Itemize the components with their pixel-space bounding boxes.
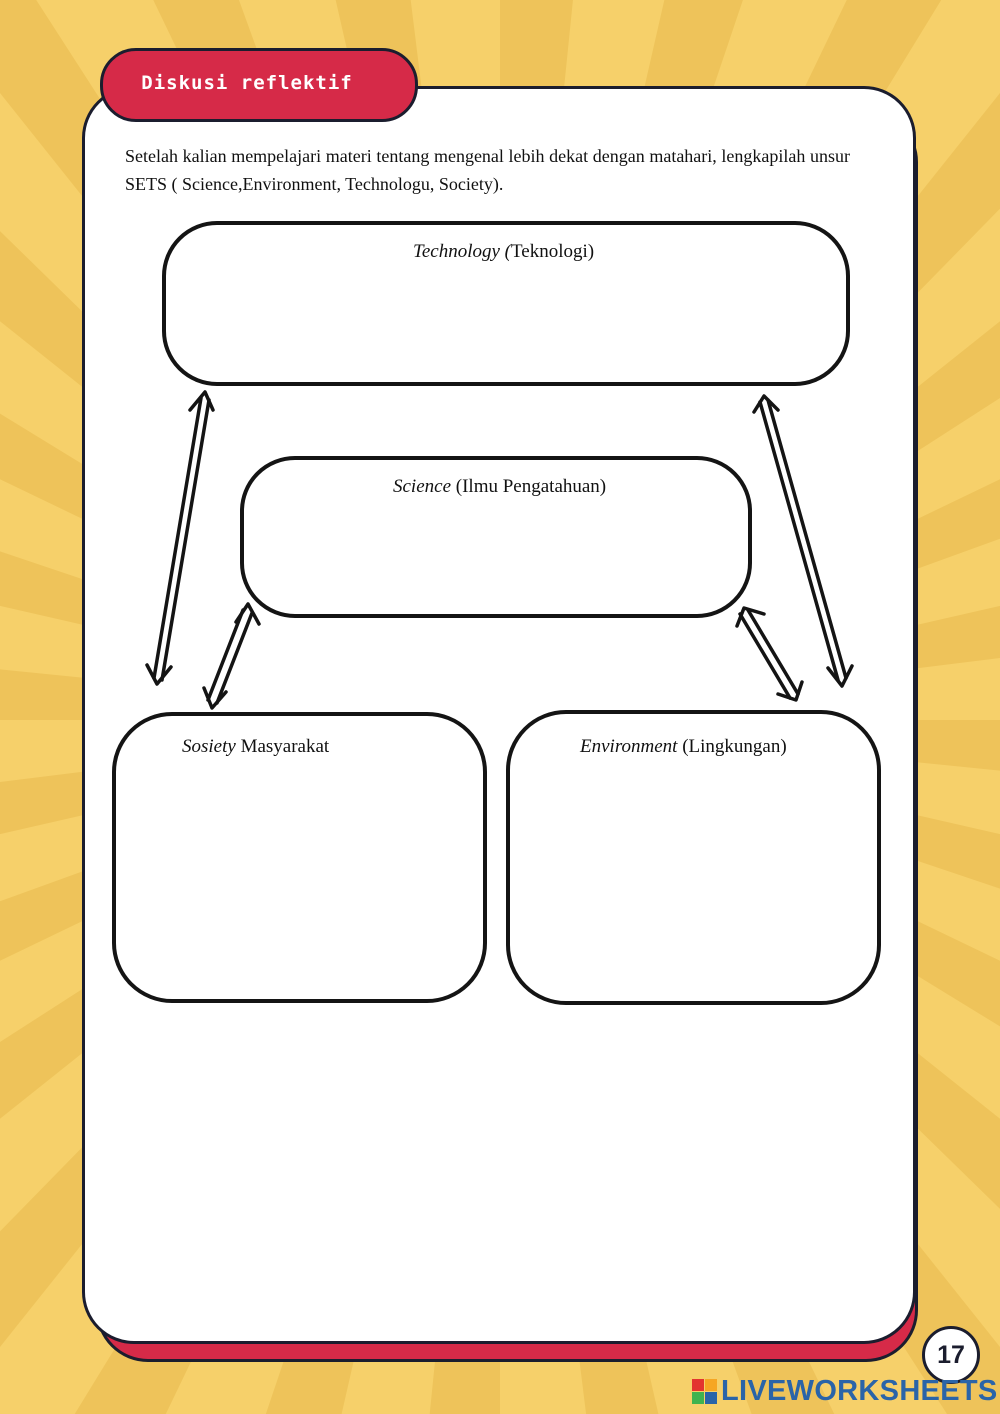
environment-title-id: (Lingkungan) bbox=[677, 736, 787, 757]
liveworksheets-logo bbox=[692, 1374, 998, 1408]
technology-title bbox=[413, 241, 594, 263]
technology-title-id: Teknologi) bbox=[510, 241, 595, 262]
science-title-id: (Ilmu Pengatahuan) bbox=[451, 476, 607, 497]
liveworksheets-logo-icon bbox=[692, 1379, 717, 1404]
section-tab bbox=[100, 48, 418, 122]
science-title bbox=[393, 476, 606, 498]
environment-title bbox=[580, 736, 787, 758]
society-title-id: Masyarakat bbox=[235, 736, 330, 757]
page-number: 17 bbox=[937, 1340, 965, 1369]
instructions-text: Setelah kalian mempelajari materi tentang mengenal lebih dekat dengan matahari, lengkapilah unsur SETS ( Science,Environment, Technologu, Society). bbox=[125, 146, 850, 194]
society-title bbox=[182, 736, 329, 758]
science-box[interactable] bbox=[240, 456, 752, 618]
technology-box[interactable] bbox=[162, 221, 850, 386]
science-title-en: Science bbox=[393, 476, 452, 497]
liveworksheets-wordmark: LIVEWORKSHEETS bbox=[721, 1374, 998, 1407]
technology-title-en: Technology ( bbox=[413, 241, 511, 262]
society-title-en: Sosiety bbox=[182, 736, 236, 757]
section-title: Diskusi reflektif bbox=[141, 72, 353, 94]
environment-box[interactable] bbox=[506, 710, 881, 1005]
society-box[interactable] bbox=[112, 712, 487, 1003]
environment-title-en: Environment bbox=[580, 736, 678, 757]
